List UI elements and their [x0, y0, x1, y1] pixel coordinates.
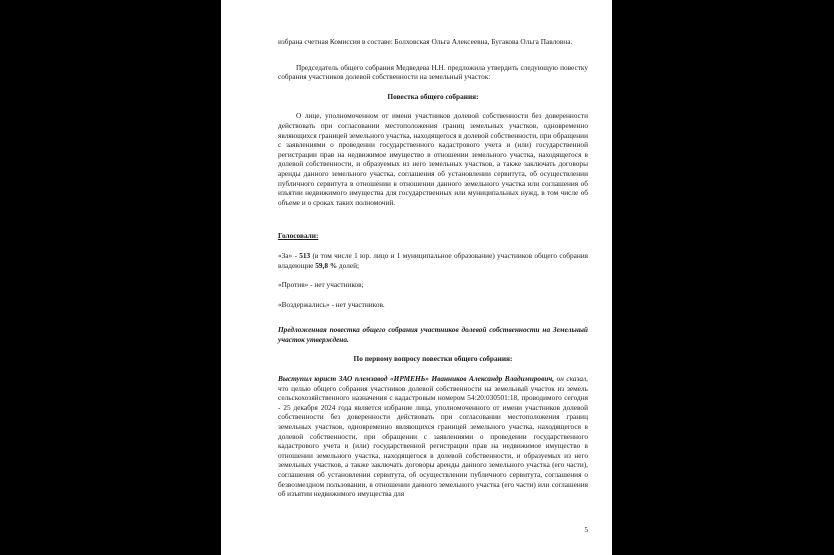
votes-abstain-paragraph: «Воздержались» - нет участников.	[278, 299, 385, 309]
document-page	[221, 0, 612, 555]
first-question-heading: По первому вопросу повестки общего собрания:	[353, 354, 513, 364]
votes-for-prefix: «За» -	[278, 250, 300, 260]
page-number: 5	[584, 525, 588, 534]
votes-against-paragraph: «Против» - нет участников;	[278, 280, 364, 290]
chairman-proposal-paragraph: Председатель общего собрания Медведева Н.Н. предложила утвердить следующую повестку собрания участников долевой собственности на земельный участок:	[278, 62, 588, 82]
votes-for-paragraph	[278, 251, 588, 270]
votes-for-suffix: долей;	[337, 260, 360, 270]
votes-for-middle: (в том числе 1 юр. лицо и 1 муниципальное образование) участников общего собрания владеющие	[278, 250, 588, 270]
speaker-name: Выступил юрист ЗАО племзавод «ИРМЕНЬ» Иванников Александр Владимирович,	[278, 374, 555, 384]
intro-paragraph: избрана счетная Комиссия в составе: Болховская Ольга Алексеевна, Бугакова Ольга Павловна.	[278, 37, 573, 46]
speaker-said: он сказал,	[554, 374, 588, 384]
agenda-approved-paragraph: Предложенная повестка общего собрания участников долевой собственности на Земельный участок утверждена.	[278, 325, 588, 344]
speech-text: что целью общего собрания участников долевой собственности на земельный участок из земель сельскохозяйственного назначения с кадастровым номером 54:20:030501:18, проводимого сегодня - 25 декабря 2024 года является избрание лица, уполномоченного от имени участников долевой собственности без доверенности действовать при согласовании местоположения границ земельных участков, одновременно являющихся границей земельного участка, находящегося в долевой собственности, при обращении с заявлениями о проведении государственного кадастрового учета и (или) государственной регистрации прав на недвижимое имущество в отношении земельного участка, находящегося в долевой собственности, и образуемых из него земельных участков, а также заключать договоры аренды данного земельного участка (его части), соглашения об установлении сервитута, об осуществлении публичного сервитута, соглашения о безвозмездном пользовании, в отношении данного земельного участка (его части) или соглашения об изъятии недвижимого имущества для	[278, 383, 588, 499]
agenda-text-paragraph: О лице, уполномоченном от имени участников долевой собственности без доверенности действовать при согласовании местоположения границ земельных участков, одновременно являющихся границей земельного участка, находящегося в долевой собственности, при обращении с заявлениями о проведении государственного кадастрового учета и (или) государственной регистрации прав на недвижимое имущество в отношении земельного участка, находящегося в долевой собственности, и образуемых из него земельных участков, а также заключать договоры аренды данного земельного участка, соглашения об установлении сервитута, об осуществлении публичного сервитута в отношении в отношении данного земельного участка или соглашения об изъятии недвижимого имущества для государственных или муниципальных нужд, в том числе об объеме и о сроках таких полномочий.	[278, 111, 588, 207]
voting-heading: Голосовали:	[278, 231, 319, 241]
speech-paragraph	[278, 374, 588, 499]
agenda-heading: Повестка общего собрания:	[387, 91, 479, 101]
votes-for-count: 513	[299, 250, 311, 260]
votes-for-percent: 59,8 %	[315, 260, 338, 270]
